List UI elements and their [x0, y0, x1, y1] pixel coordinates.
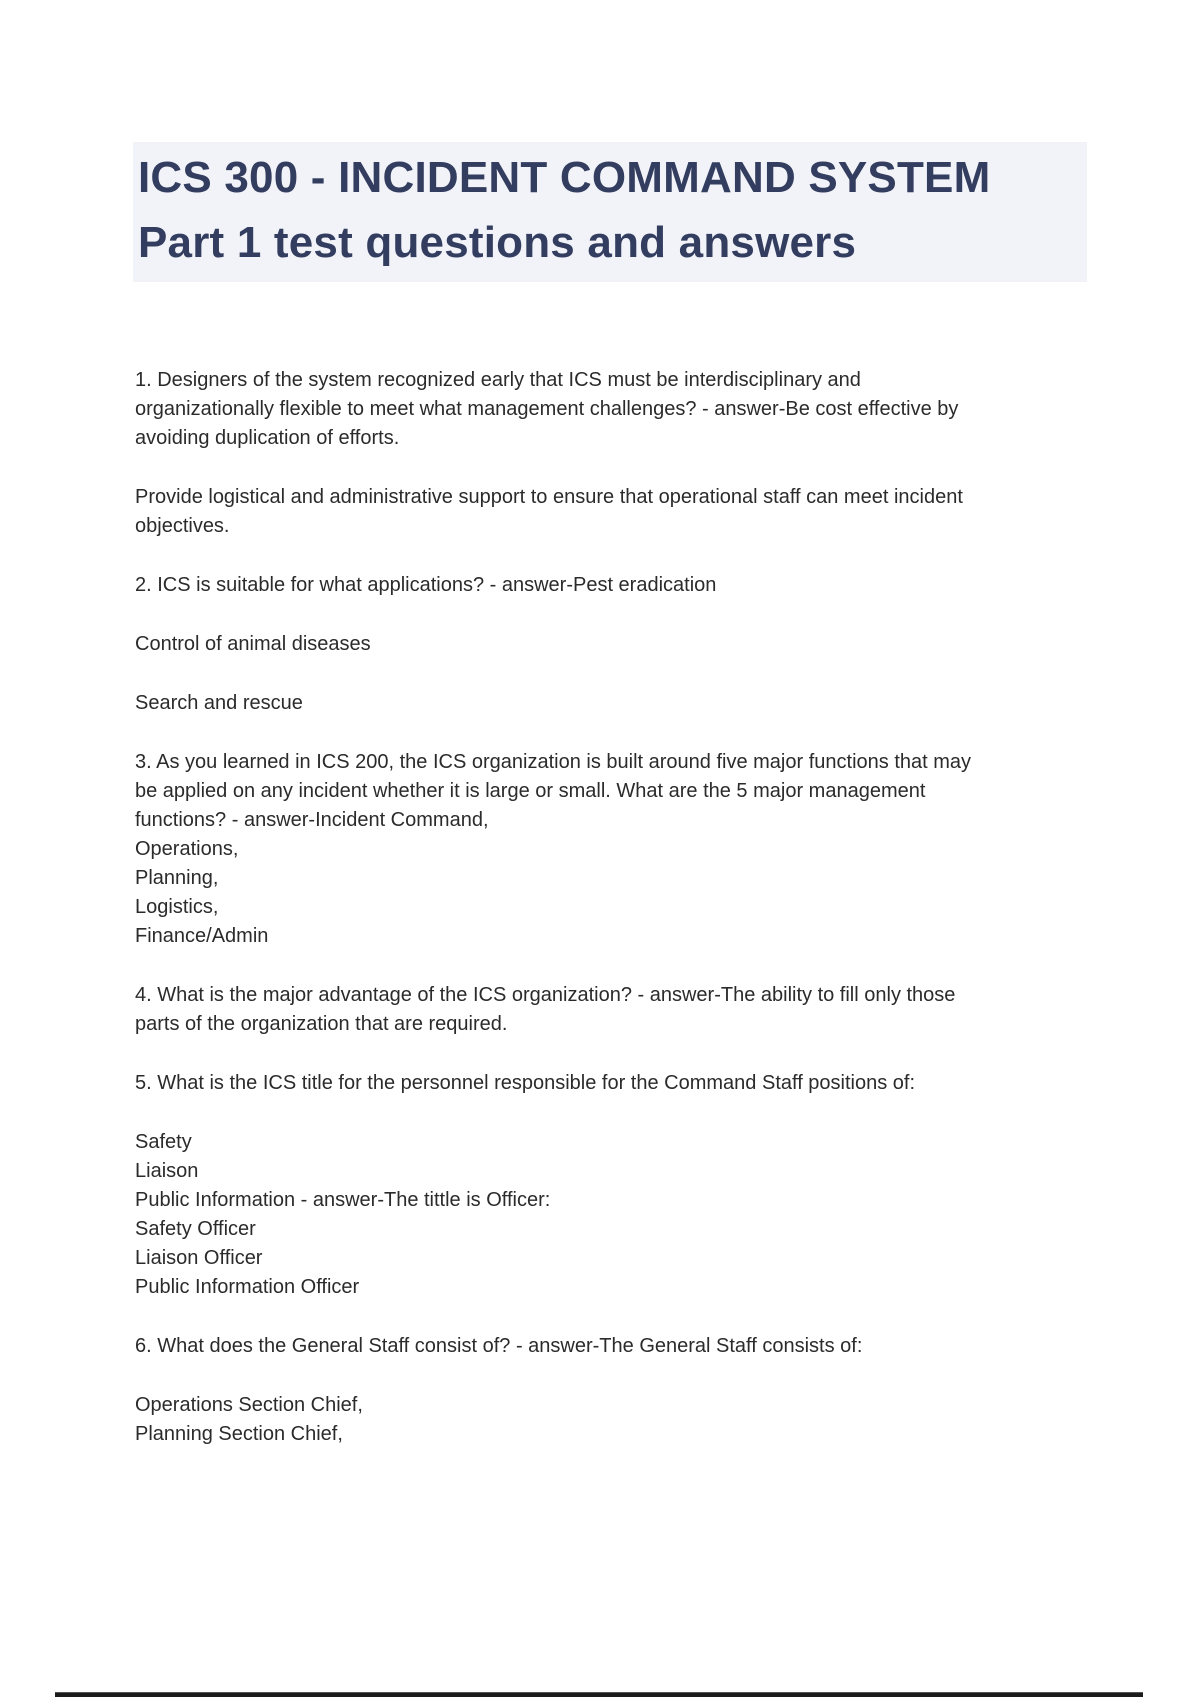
- paragraph: [135, 366, 1080, 453]
- text-line: Planning,: [135, 867, 219, 889]
- text-line: 2. ICS is suitable for what applications? - answer-Pest eradication: [135, 574, 717, 596]
- text-line: functions? - answer-Incident Command,: [135, 809, 489, 831]
- text-line: Control of animal diseases: [135, 633, 371, 655]
- text-line: Provide logistical and administrative support to ensure that operational staff can meet incident: [135, 486, 963, 508]
- text-line: Planning Section Chief,: [135, 1423, 343, 1445]
- text-line: 5. What is the ICS title for the personnel responsible for the Command Staff positions of:: [135, 1072, 916, 1094]
- text-line: 4. What is the major advantage of the ICS organization? - answer-The ability to fill only those: [135, 984, 956, 1006]
- text-line: Operations,: [135, 838, 239, 860]
- text-line: Operations Section Chief,: [135, 1394, 363, 1416]
- title-block: [133, 142, 1087, 282]
- text-line: Public Information - answer-The tittle is Officer:: [135, 1189, 551, 1211]
- text-line: Safety Officer: [135, 1218, 256, 1240]
- paragraph: [135, 748, 1080, 951]
- text-line: Liaison: [135, 1160, 199, 1182]
- paragraph: [135, 981, 1080, 1039]
- title-line-1: ICS 300 - INCIDENT COMMAND SYSTEM: [138, 153, 991, 202]
- text-line: avoiding duplication of efforts.: [135, 427, 400, 449]
- paragraph: [135, 571, 1080, 600]
- text-line: objectives.: [135, 515, 230, 537]
- text-line: Logistics,: [135, 896, 219, 918]
- title-line-2: Part 1 test questions and answers: [138, 218, 857, 267]
- document-body: [135, 366, 1080, 1449]
- paragraph: [135, 689, 1080, 718]
- paragraph: [135, 1391, 1080, 1449]
- text-line: 6. What does the General Staff consist of? - answer-The General Staff consists of:: [135, 1335, 863, 1357]
- text-line: Finance/Admin: [135, 925, 269, 947]
- text-line: be applied on any incident whether it is large or small. What are the 5 major management: [135, 780, 926, 802]
- page-title: [138, 145, 1079, 275]
- text-line: 1. Designers of the system recognized early that ICS must be interdisciplinary and: [135, 369, 861, 391]
- paragraph: [135, 630, 1080, 659]
- bottom-divider: [55, 1692, 1143, 1697]
- paragraph: [135, 1332, 1080, 1361]
- text-line: organizationally flexible to meet what management challenges? - answer-Be cost effective by: [135, 398, 959, 420]
- paragraph: [135, 1128, 1080, 1302]
- text-line: Liaison Officer: [135, 1247, 263, 1269]
- text-line: Public Information Officer: [135, 1276, 360, 1298]
- paragraph: [135, 483, 1080, 541]
- paragraph: [135, 1069, 1080, 1098]
- text-line: 3. As you learned in ICS 200, the ICS organization is built around five major functions that may: [135, 751, 972, 773]
- text-line: Search and rescue: [135, 692, 303, 714]
- text-line: Safety: [135, 1131, 192, 1153]
- text-line: parts of the organization that are required.: [135, 1013, 508, 1035]
